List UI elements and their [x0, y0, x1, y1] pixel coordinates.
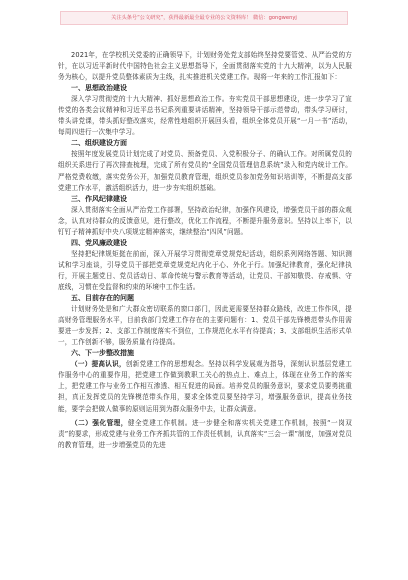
section-title-4: 四、党风廉政建设: [71, 238, 127, 247]
section-title-5: 五、目前存在的问题: [71, 294, 134, 303]
section-title-3: 三、作风纪律建设: [71, 194, 127, 203]
measure-body-1: 创新党建工作的思想观念。坚持以科学发展观为指导，深刻认识基层党建工作服务中心的重要作用，把党建工作做到教职工关心的热点上、难点上，体现在业务工作的落实上，把党建工作与业务工作相互渗透、相互促进的局面。培养党员的服务意识，要求党员要勇挑重担，真正发挥党员的先锋模范带头作用，要求全体党员要坚持学习，增强服务意识，提高业务技能，要学会把做人做事的原则运用到为群众服务中去，让群众满意。: [58, 360, 353, 413]
section-body-5: 计划财务处是和广大群众密切联系的窗口部门，因此更需要坚持群众路线，改进工作作风，提高财务管理服务水平，目前我部门党建工作存在的主要问题有：1、党员干部先锋模范带头作用需要进一步发挥；2、支部工作制度落实不到位，工作规范化水平有待提高；3、支部组织生活形式单一，工作创新不够，服务质量有待提高。: [58, 305, 352, 347]
section-body-1: 深入学习贯彻党的十九大精神、抓好思想政治工作。夯实党员干部思想建设，进一步学习了宣传党的各类会议精神和习近平总书记系列重要讲话精神，坚持领导干部示范带动，带头学习研讨，带头讲党课，带头抓好整改落实，经常性地组织开展回头看，组织全体党员开展“一月一书”活动，每周四进行一次集中学习。: [58, 95, 352, 137]
intro-paragraph: 2021年，在学校机关党委的正确领导下，计划财务处党支部始终坚持党要管党、从严治党的方针，在以习近平新时代中国特色社会主义思想指导下，全面贯彻落实党的十九大精神，以为人民服务为核心，以提升党员整体素质为主线，扎实推进机关党建工作。现将一年来的工作汇报如下：: [58, 51, 352, 82]
section-title-1: 一、思想政治建设: [71, 84, 127, 93]
measure-paragraph-2: [58, 418, 352, 451]
section-body-2: 按照年度发展党员计划完成了对党员、预备党员、入党积极分子、的确认工作。对所属党员的组织关系进行了再次排查梳理，完成了所有党员的“全国党员管理信息系统”录入和党内统计工作。严格党费收缴，落实党务公开，加强党员教育管理，组织党员参加党务知识培训等，不断提高支部党建工作水平，激活组织活力，进一步夯实组织基础。: [58, 150, 352, 192]
section-title-6: 六、下一步整改措施: [71, 349, 134, 358]
measure-lead-2: （二）强化管理，: [71, 418, 128, 427]
measure-lead-1: （一）提高认识，: [71, 360, 126, 369]
measure-paragraph-1: [58, 359, 352, 414]
measure-body-2: 健全党建工作机制。进一步健全和落实机关党建工作机制，按照“一岗双责”的要求，形成党建与业务工作齐抓共管的工作责任机制，认真落实“三会一课”制度，加强对党员的教育管理，进一步增强党员的先进: [58, 418, 353, 449]
section-body-3: 深入贯彻落实全面从严治党工作部署，坚持政治纪律，加强作风建设，增强党员干部的群众观念，认真对待群众的反馈意见，进行整改，优化工作流程，不断提升服务意识。坚持以上率下，以钉钉子精神抓好中央八项规定精神落实，继续整治“四风”问题。: [58, 205, 352, 236]
header-banner: 关注头条号“公文研究”，获得最新最全最专业的公文资料库！ 微信：gongwenyj: [60, 11, 348, 25]
section-title-2: 二、组织建设方面: [71, 139, 127, 148]
document-body: [58, 50, 352, 451]
section-body-4: 坚持把纪律规矩挺在前面，深入开展学习贯彻党章党规党纪活动，组织系列网络答题、知识测试和学习座谈，引导党员干部把党章党规党纪内化于心、外化于行。加强纪律教育，强化纪律执行，开展主题党日、党员活动日、革命传统与警示教育等活动，让党员、干部知敬畏、存戒惧、守底线，习惯在受监督和约束的环境中工作生活。: [58, 249, 352, 291]
